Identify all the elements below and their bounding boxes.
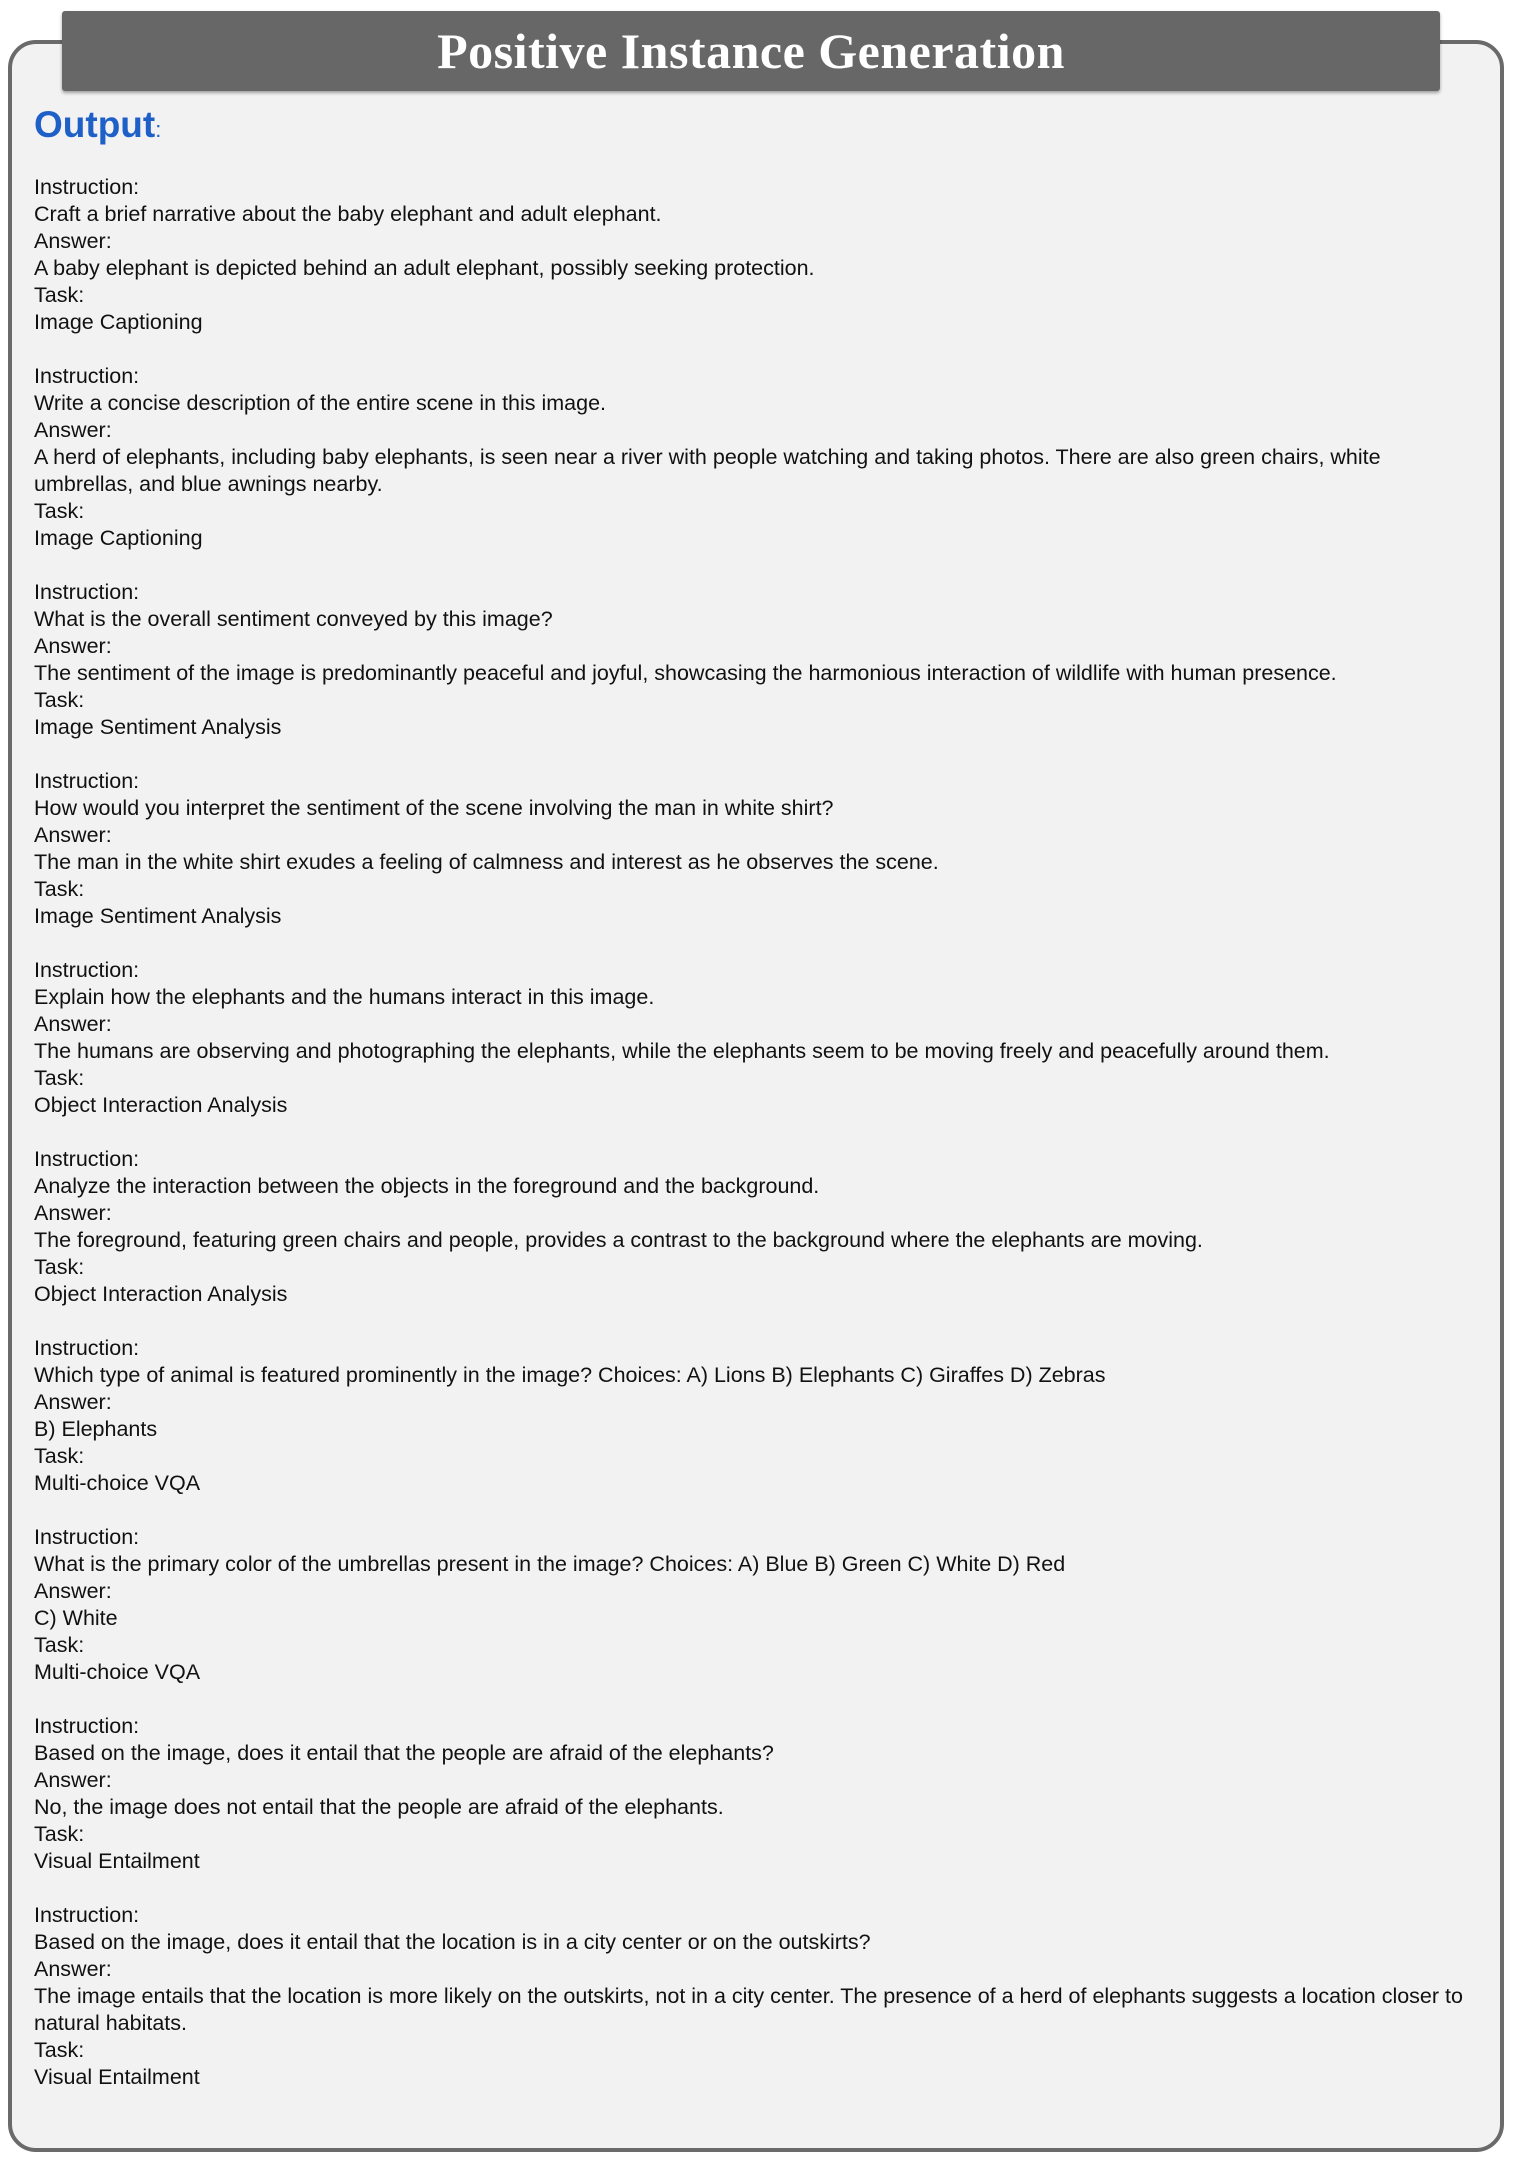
instruction-text: What is the overall sentiment conveyed by this image?	[34, 607, 553, 631]
output-content	[34, 100, 1464, 2118]
instance-item	[34, 768, 1464, 930]
answer-text: C) White	[34, 1606, 118, 1630]
instruction-text: Craft a brief narrative about the baby elephant and adult elephant.	[34, 202, 662, 226]
page-title: Positive Instance Generation	[437, 23, 1065, 79]
output-heading-colon: :	[155, 117, 162, 142]
instance-item	[34, 1335, 1464, 1497]
task-label: Task:	[34, 1444, 85, 1468]
instance-item	[34, 1524, 1464, 1686]
task-text: Visual Entailment	[34, 2065, 200, 2089]
answer-text: B) Elephants	[34, 1417, 158, 1441]
task-label: Task:	[34, 1633, 85, 1657]
instance-item	[34, 957, 1464, 1119]
instruction-label: Instruction:	[34, 175, 140, 199]
instance-item	[34, 363, 1464, 552]
title-banner	[62, 11, 1440, 91]
instruction-label: Instruction:	[34, 1714, 140, 1738]
instruction-text: Write a concise description of the entire scene in this image.	[34, 391, 607, 415]
task-text: Image Sentiment Analysis	[34, 715, 282, 739]
output-heading	[34, 100, 1464, 150]
instruction-text: Which type of animal is featured prominently in the image? Choices: A) Lions B) Elephants C) Giraffes D) Zebras	[34, 1363, 1106, 1387]
instruction-label: Instruction:	[34, 1903, 140, 1927]
instruction-label: Instruction:	[34, 958, 140, 982]
task-label: Task:	[34, 2038, 85, 2062]
answer-text: No, the image does not entail that the people are afraid of the elephants.	[34, 1795, 724, 1819]
task-label: Task:	[34, 877, 85, 901]
answer-label: Answer:	[34, 1768, 112, 1792]
instruction-text: Based on the image, does it entail that the people are afraid of the elephants?	[34, 1741, 774, 1765]
instance-item	[34, 174, 1464, 336]
task-text: Multi-choice VQA	[34, 1471, 201, 1495]
instance-item	[34, 1713, 1464, 1875]
instruction-text: What is the primary color of the umbrellas present in the image? Choices: A) Blue B) Green C) White D) Red	[34, 1552, 1066, 1576]
task-label: Task:	[34, 1066, 85, 1090]
answer-label: Answer:	[34, 418, 112, 442]
instruction-label: Instruction:	[34, 1147, 140, 1171]
answer-label: Answer:	[34, 823, 112, 847]
instance-item	[34, 1902, 1464, 2091]
task-text: Image Sentiment Analysis	[34, 904, 282, 928]
instance-list	[34, 174, 1464, 2091]
task-text: Object Interaction Analysis	[34, 1282, 288, 1306]
task-text: Multi-choice VQA	[34, 1660, 201, 1684]
instruction-text: Analyze the interaction between the objects in the foreground and the background.	[34, 1174, 820, 1198]
output-heading-word: Output	[34, 104, 156, 145]
answer-text: The sentiment of the image is predominantly peaceful and joyful, showcasing the harmonious interaction of wildlife with human presence.	[34, 661, 1337, 685]
instruction-label: Instruction:	[34, 364, 140, 388]
answer-text: A herd of elephants, including baby elephants, is seen near a river with people watching and taking photos. There are also green chairs, white umbrellas, and blue awnings nearby.	[34, 445, 1381, 496]
instruction-text: Based on the image, does it entail that the location is in a city center or on the outskirts?	[34, 1930, 871, 1954]
answer-label: Answer:	[34, 1012, 112, 1036]
answer-text: The humans are observing and photographing the elephants, while the elephants seem to be moving freely and peacefully around them.	[34, 1039, 1330, 1063]
task-label: Task:	[34, 1255, 85, 1279]
task-text: Image Captioning	[34, 310, 203, 334]
instruction-label: Instruction:	[34, 580, 140, 604]
task-text: Visual Entailment	[34, 1849, 200, 1873]
task-label: Task:	[34, 688, 85, 712]
task-label: Task:	[34, 499, 85, 523]
answer-label: Answer:	[34, 1957, 112, 1981]
answer-label: Answer:	[34, 229, 112, 253]
answer-label: Answer:	[34, 634, 112, 658]
answer-text: The man in the white shirt exudes a feeling of calmness and interest as he observes the scene.	[34, 850, 939, 874]
instruction-label: Instruction:	[34, 769, 140, 793]
answer-label: Answer:	[34, 1390, 112, 1414]
answer-label: Answer:	[34, 1579, 112, 1603]
instruction-text: Explain how the elephants and the humans interact in this image.	[34, 985, 655, 1009]
answer-text: The foreground, featuring green chairs and people, provides a contrast to the background where the elephants are moving.	[34, 1228, 1203, 1252]
answer-text: The image entails that the location is more likely on the outskirts, not in a city center. The presence of a herd of elephants suggests a location closer to natural habitats.	[34, 1984, 1463, 2035]
answer-label: Answer:	[34, 1201, 112, 1225]
instance-item	[34, 579, 1464, 741]
instance-item	[34, 1146, 1464, 1308]
task-text: Image Captioning	[34, 526, 203, 550]
task-label: Task:	[34, 283, 85, 307]
answer-text: A baby elephant is depicted behind an adult elephant, possibly seeking protection.	[34, 256, 815, 280]
task-text: Object Interaction Analysis	[34, 1093, 288, 1117]
instruction-text: How would you interpret the sentiment of the scene involving the man in white shirt?	[34, 796, 834, 820]
task-label: Task:	[34, 1822, 85, 1846]
instruction-label: Instruction:	[34, 1525, 140, 1549]
instruction-label: Instruction:	[34, 1336, 140, 1360]
